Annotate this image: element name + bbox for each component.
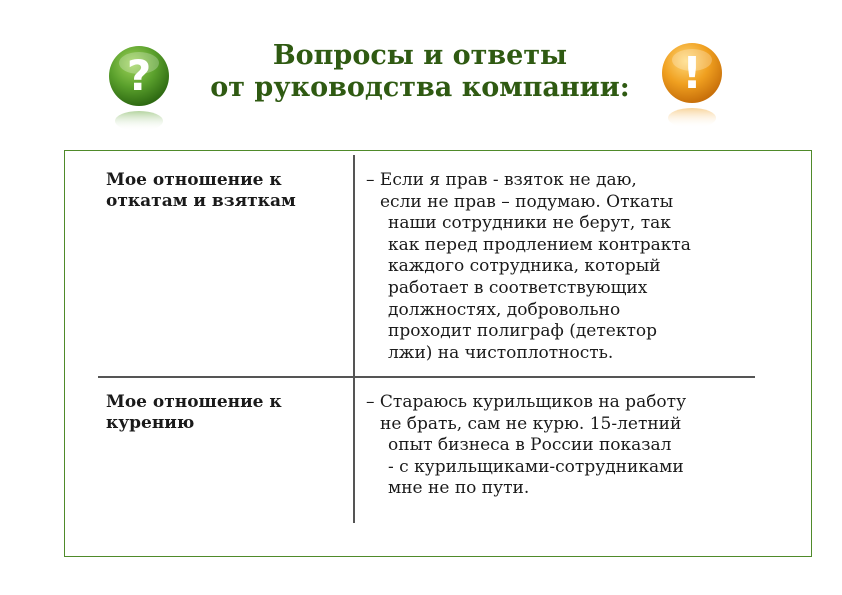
answer-line: каждого сотрудника, который [388,256,661,277]
title-line-2: от руководства компании: [210,72,630,103]
question-line: Мое отношение к [106,392,282,412]
answer-line: проходит полиграф (детектор [388,321,657,342]
column-divider [353,155,355,523]
answer-line: мне не по пути. [388,478,530,499]
svg-text:!: ! [681,48,703,99]
answer-line: – Стараюсь курильщиков на работу [366,392,687,412]
question-line: откатам и взяткам [106,191,296,211]
answer-line: должностях, добровольно [388,299,621,320]
answer-line: не брать, сам не курю. 15-летний [380,413,682,434]
title-line-1: Вопросы и ответы [272,40,568,71]
row-divider [98,376,755,378]
question-bribes [106,170,296,212]
answer-line: опыт бизнеса в России показал [388,435,672,456]
answer-line: если не прав – подумаю. Откаты [380,191,674,212]
exclamation-mark-icon [657,40,727,130]
page-title [170,40,670,104]
answer-line: – Если я прав - взяток не даю, [366,170,637,190]
question-smoking [106,392,282,434]
answer-line: работает в соответствующих [388,277,648,298]
answer-line: как перед продлением контракта [388,234,691,255]
question-line: курению [106,413,195,433]
answer-line: - с курильщиками-сотрудниками [388,456,684,477]
question-mark-icon [104,43,174,133]
answer-line: лжи) на чистоплотность. [388,342,614,363]
answer-smoking [366,392,686,500]
svg-text:?: ? [126,51,152,100]
answer-bribes [366,170,691,364]
question-line: Мое отношение к [106,170,282,190]
answer-line: наши сотрудники не берут, так [388,213,671,234]
